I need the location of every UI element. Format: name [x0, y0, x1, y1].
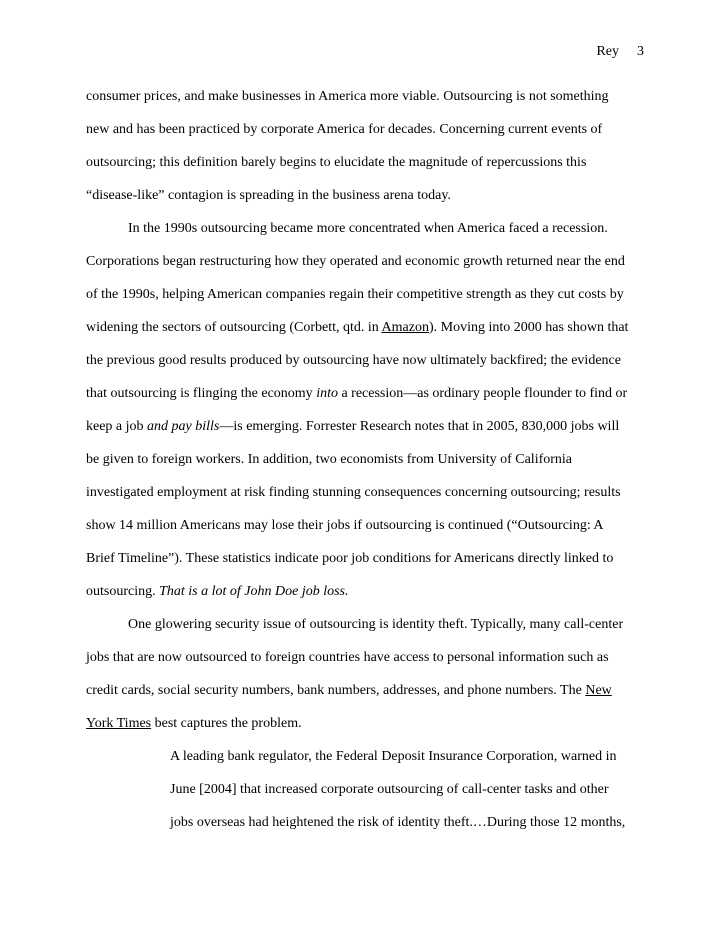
text-line	[86, 681, 612, 701]
text-line	[86, 186, 451, 206]
block-quote-line	[170, 747, 617, 767]
text-run: outsourcing; this definition barely begins to elucidate the magnitude of repercussions this	[86, 155, 587, 170]
text-line	[86, 483, 621, 503]
block-quote-line	[170, 780, 609, 800]
text-run: investigated employment at risk finding stunning consequences concerning outsourcing; results	[86, 485, 621, 500]
text-run: new and has been practiced by corporate America for decades. Concerning current events of	[86, 122, 603, 137]
text-run: consumer prices, and make businesses in America more viable. Outsourcing is not something	[86, 89, 609, 104]
underlined-title: York Times	[86, 716, 152, 731]
text-run: June [2004] that increased corporate outsourcing of call-center tasks and other	[170, 782, 609, 797]
text-run: widening the sectors of outsourcing (Corbett, qtd. in	[86, 320, 382, 335]
text-line	[86, 252, 625, 272]
text-line	[86, 582, 349, 602]
text-run: best captures the problem.	[151, 716, 302, 731]
block-quote-line	[170, 813, 625, 833]
text-run: keep a job	[86, 419, 148, 434]
text-line	[86, 153, 586, 173]
text-line	[86, 417, 619, 437]
text-line	[86, 384, 627, 404]
text-line	[128, 615, 623, 635]
text-run: Brief Timeline”). These statistics indicate poor job conditions for Americans directly linked to	[86, 551, 614, 566]
text-line	[86, 120, 602, 140]
text-run: outsourcing.	[86, 584, 160, 599]
italic-text: into	[316, 386, 338, 401]
text-line	[86, 648, 609, 668]
text-run: In the 1990s outsourcing became more concentrated when America faced a recession.	[128, 221, 608, 236]
text-line	[86, 318, 628, 338]
text-line	[86, 285, 624, 305]
text-line	[86, 351, 621, 371]
text-line	[86, 450, 572, 470]
italic-text: That is a lot of John Doe job loss.	[159, 584, 349, 599]
text-run: Corporations began restructuring how they operated and economic growth returned near the end	[86, 254, 625, 269]
text-run: that outsourcing is flinging the economy	[86, 386, 317, 401]
text-run: the previous good results produced by outsourcing have now ultimately backfired; the evidence	[86, 353, 621, 368]
text-line	[86, 714, 302, 734]
italic-text: and pay bills	[147, 419, 220, 434]
text-run: credit cards, social security numbers, bank numbers, addresses, and phone numbers. The	[86, 683, 586, 698]
underlined-title: Amazon	[381, 320, 429, 335]
text-run: be given to foreign workers. In addition, two economists from University of California	[86, 452, 573, 467]
underlined-title: New	[585, 683, 612, 698]
text-line	[128, 219, 608, 239]
text-run: a recession—as ordinary people flounder to find or	[337, 386, 628, 401]
text-run: jobs overseas had heightened the risk of identity theft.…During those 12 months,	[170, 815, 626, 830]
header-page-number: 3	[637, 44, 644, 59]
text-run: “disease-like” contagion is spreading in the business arena today.	[86, 188, 451, 203]
text-run: of the 1990s, helping American companies regain their competitive strength as they cut costs by	[86, 287, 624, 302]
text-run: ). Moving into 2000 has shown that	[428, 320, 629, 335]
text-run: A leading bank regulator, the Federal Deposit Insurance Corporation, warned in	[170, 749, 617, 764]
text-run: —is emerging. Forrester Research notes that in 2005, 830,000 jobs will	[219, 419, 620, 434]
text-run: show 14 million Americans may lose their jobs if outsourcing is continued (“Outsourcing: A	[86, 518, 604, 533]
text-line	[86, 516, 604, 536]
text-line	[86, 549, 613, 569]
page-header	[596, 42, 644, 62]
text-line	[86, 87, 609, 107]
text-run: jobs that are now outsourced to foreign countries have access to personal information such as	[86, 650, 609, 665]
header-author: Rey	[596, 44, 619, 59]
text-run: One glowering security issue of outsourcing is identity theft. Typically, many call-center	[128, 617, 624, 632]
